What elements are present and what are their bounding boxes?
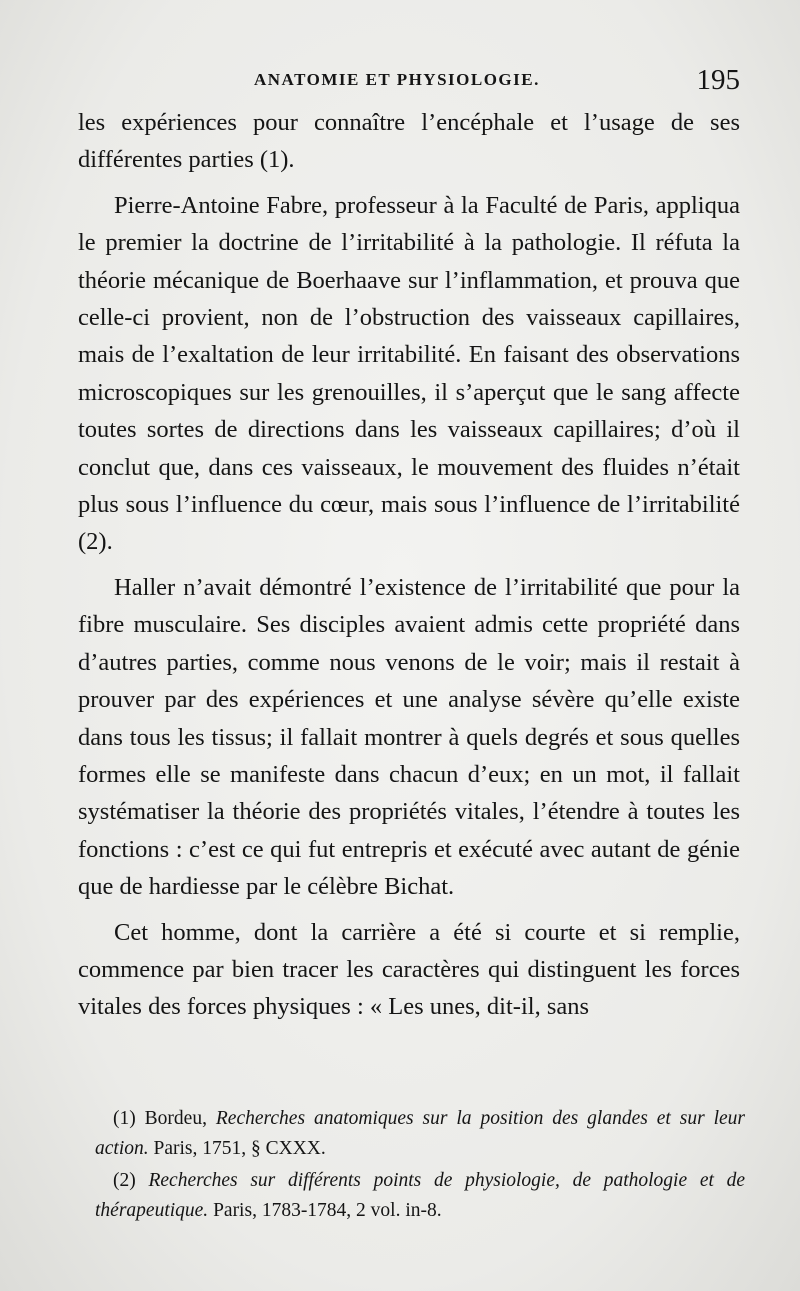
footnote-2-marker: (2): [113, 1170, 136, 1191]
footnotes: [95, 1104, 745, 1228]
paragraph-haller: Haller n’avait démontré l’existence de l’irritabilité que pour la fibre musculaire. Ses disciples avaient admis cette propriété dans d’autres parties, comme nous venons de le voir; mais il restait à prouver par des expériences et une analyse sévère qu’elle existe dans tous les tissus; il fallait montrer à quels degrés et sous quelles formes elle se manifeste dans chacun d’eux; en un mot, il fallait systématiser la théorie des propriétés vitales, l’étendre à toutes les fonctions : c’est ce qui fut entrepris et exécuté avec autant de génie que de hardiesse par le célèbre Bichat.: [78, 573, 740, 901]
footnote-1: [95, 1104, 745, 1164]
footnote-2: [95, 1166, 745, 1226]
body-text: [78, 104, 740, 1034]
footnote-1-details: Paris, 1751, § CXXX.: [153, 1138, 326, 1159]
paragraph-fabre: Pierre-Antoine Fabre, professeur à la Faculté de Paris, appliqua le premier la doctrine de l’irritabilité à la pathologie. Il réfuta la théorie mécanique de Boerhaave sur l’inflammation, et prouva que celle-ci provient, non de l’obstruction des vaisseaux capillaires, mais de l’exaltation de leur irritabilité. En faisant des observations microscopiques sur les grenouilles, il s’aperçut que le sang affecte toutes sortes de directions dans les vaisseaux capillaires; d’où il conclut que, dans ces vaisseaux, le mouvement des fluides n’était plus sous l’influence du cœur, mais sous l’influence de l’irritabilité (2).: [78, 191, 740, 556]
footnote-1-title: Recherches anatomiques sur la position des glandes et sur leur action.: [95, 1108, 746, 1159]
paragraph-bichat: Cet homme, dont la carrière a été si courte et si remplie, commence par bien tracer les caractères qui distinguent les forces vitales des forces physiques : « Les unes, dit-il, sans: [78, 918, 740, 1021]
footnote-2-title: Recherches sur différents points de physiologie, de pathologie et de thérapeutique.: [95, 1170, 746, 1221]
page-number: 195: [696, 64, 740, 96]
footnote-2-details: Paris, 1783-1784, 2 vol. in-8.: [213, 1200, 442, 1221]
running-title: ANATOMIE ET PHYSIOLOGIE.: [254, 70, 540, 89]
footnote-1-marker: (1) Bordeu,: [113, 1108, 207, 1129]
page-header: [80, 64, 740, 100]
paragraph-continuation: les expériences pour connaître l’encéphale et l’usage de ses différentes parties (1).: [78, 109, 740, 174]
